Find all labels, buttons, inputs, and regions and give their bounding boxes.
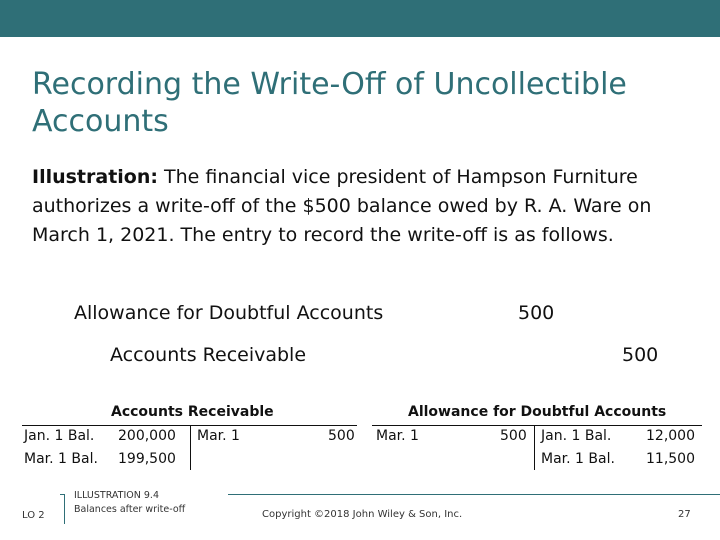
footer-rule-right bbox=[228, 494, 720, 495]
t-account-title: Accounts Receivable bbox=[111, 404, 274, 420]
illustration-caption: Balances after write-off bbox=[74, 504, 186, 515]
allowance-left-amount-1: 500 bbox=[500, 428, 527, 444]
illustration-number: ILLUSTRATION 9.4 bbox=[74, 490, 159, 501]
illustration-text: The financial vice president of Hampson Furniture authorizes a write-off of the $500 balance owed by R. A. Ware on March 1, 2021. The entry to record the write-off is as follows. bbox=[32, 166, 652, 246]
allowance-right-amount-1: 12,000 bbox=[646, 428, 695, 444]
allowance-right-label-2: Mar. 1 Bal. bbox=[541, 451, 615, 467]
journal-credit-amount: 500 bbox=[622, 344, 659, 366]
allowance-right-amount-2: 11,500 bbox=[646, 451, 695, 467]
illustration-label: Illustration: bbox=[32, 166, 158, 188]
t-account-divider bbox=[534, 425, 535, 470]
slide-title: Recording the Write-Off of Uncollectible Accounts bbox=[32, 67, 627, 139]
journal-credit-account: Accounts Receivable bbox=[110, 344, 307, 366]
learning-objective: LO 2 bbox=[22, 510, 45, 521]
copyright: Copyright ©2018 John Wiley & Son, Inc. bbox=[262, 509, 463, 520]
illustration-paragraph bbox=[32, 163, 712, 250]
t-account-rule bbox=[372, 425, 702, 426]
ar-left-label-1: Jan. 1 Bal. bbox=[24, 428, 95, 444]
ar-left-label-2: Mar. 1 Bal. bbox=[24, 451, 98, 467]
t-account-title: Allowance for Doubtful Accounts bbox=[408, 404, 667, 420]
journal-debit-amount: 500 bbox=[518, 302, 555, 324]
journal-debit-account: Allowance for Doubtful Accounts bbox=[74, 302, 384, 324]
allowance-right-label-1: Jan. 1 Bal. bbox=[541, 428, 612, 444]
allowance-left-label-1: Mar. 1 bbox=[376, 428, 419, 444]
ar-right-label-1: Mar. 1 bbox=[197, 428, 240, 444]
footer-divider bbox=[64, 494, 65, 524]
t-account-divider bbox=[190, 425, 191, 470]
ar-right-amount-1: 500 bbox=[328, 428, 355, 444]
page-number: 27 bbox=[678, 509, 691, 520]
ar-left-amount-2: 199,500 bbox=[118, 451, 176, 467]
ar-left-amount-1: 200,000 bbox=[118, 428, 176, 444]
header-bar bbox=[0, 0, 720, 37]
